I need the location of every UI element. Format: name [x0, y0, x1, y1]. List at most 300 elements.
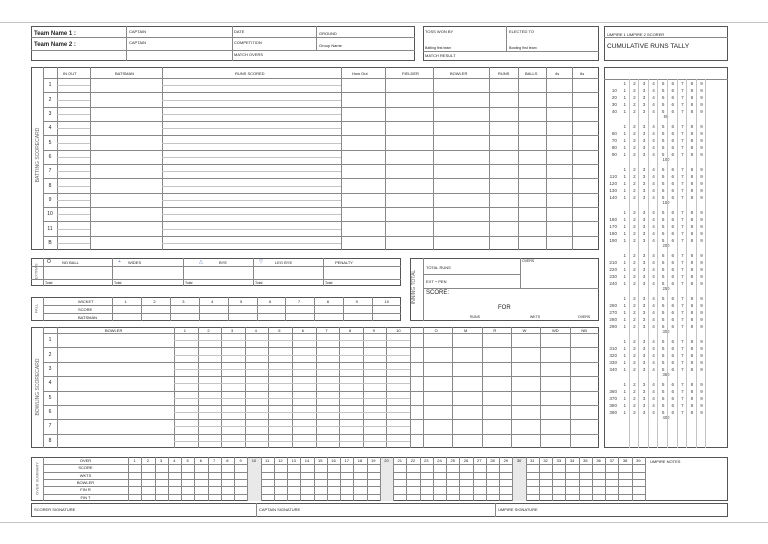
- sum-shade: [381, 458, 393, 501]
- extras-legbye: LEG BYE: [275, 260, 293, 265]
- tally-digit: 3: [642, 138, 646, 143]
- tally-digit: 1: [623, 324, 627, 329]
- tally-digit: 4: [652, 88, 655, 93]
- tally-hundreds: 100: [662, 157, 670, 162]
- runs-split: [162, 114, 341, 115]
- tally-row-label: 280: [609, 317, 617, 322]
- tally-digit: 1: [623, 145, 627, 150]
- tally-col-divider: [657, 79, 658, 448]
- sum-col-divider: [486, 457, 487, 501]
- team1-label: Team Name 1 :: [34, 31, 76, 37]
- tally-digit: 5: [661, 396, 665, 401]
- bat-col-bowler: BOWLER: [450, 71, 468, 76]
- bowl-stat-divider: [452, 327, 453, 448]
- tally-digit: 2: [633, 296, 636, 301]
- sum-over-num: 8: [226, 458, 229, 463]
- sum-over-num: 6: [199, 458, 203, 463]
- fow-num: 6: [268, 299, 272, 304]
- tally-digit: 3: [642, 367, 646, 372]
- umpire-signature: UMPIRE SIGNATURE: [498, 507, 538, 512]
- tally-digit: 2: [633, 88, 636, 93]
- runs-split: [162, 243, 341, 244]
- match-result-label: MATCH RESULT: [425, 53, 456, 58]
- tally-digit: 6: [671, 389, 675, 394]
- bowl-row-split: [174, 369, 410, 370]
- tally-digit: 3: [642, 260, 646, 265]
- tally-row-label: 160: [609, 217, 617, 222]
- tally-digit: 1: [623, 353, 627, 358]
- sum-over-num: 19: [371, 458, 376, 463]
- elected-label: ELECTED TO: [509, 29, 534, 34]
- sum-row-label: SCORE: [78, 465, 93, 471]
- sum-over-num: 33: [556, 458, 562, 463]
- tally-digit: 6: [671, 88, 675, 93]
- bowl-row-number: 3: [48, 365, 52, 372]
- tally-digit: 9: [700, 396, 703, 401]
- sum-col-divider: [353, 457, 354, 501]
- tally-digit: 7: [681, 410, 684, 415]
- tally-digit: 3: [642, 217, 646, 222]
- tally-row-label: 90: [611, 152, 617, 157]
- total-runs-label: TOTAL RUNS: [426, 265, 451, 270]
- sum-row-divider: [43, 479, 645, 480]
- fow-num: 5: [240, 299, 243, 304]
- tally-digit: 7: [681, 360, 684, 365]
- tally-row-label: 120: [609, 181, 617, 186]
- sum-col-divider: [234, 457, 235, 501]
- tally-digit: 5: [661, 124, 665, 129]
- team2-label: Team Name 2 :: [34, 42, 76, 48]
- tally-digit: 6: [671, 181, 675, 186]
- tally-digit: 1: [623, 138, 627, 143]
- sum-col-divider: [340, 457, 341, 501]
- runs-split: [162, 171, 341, 172]
- tally-digit: 8: [690, 188, 694, 193]
- tally-digit: 9: [700, 324, 703, 329]
- tally-digit: 1: [623, 238, 627, 243]
- tally-hundreds: 300: [662, 329, 670, 334]
- bowling-first-label: Bowling first team: [509, 46, 537, 50]
- tally-digit: 7: [681, 174, 684, 179]
- tally-digit: 3: [642, 389, 646, 394]
- bat-row-divider: [43, 92, 599, 93]
- tally-digit: 4: [652, 274, 655, 279]
- fow-num: 10: [384, 299, 389, 304]
- tally-digit: 2: [633, 396, 636, 401]
- bowl-row-split: [174, 412, 410, 413]
- tally-digit: 6: [671, 124, 675, 129]
- sum-col-divider: [327, 457, 328, 501]
- tally-digit: 3: [642, 238, 646, 243]
- tally-digit: 3: [642, 296, 646, 301]
- tally-digit: 4: [652, 231, 655, 236]
- tally-digit: 8: [690, 181, 694, 186]
- tally-digit: 1: [623, 109, 627, 114]
- tally-digit: 6: [671, 382, 675, 387]
- tally-digit: 4: [652, 346, 655, 351]
- tally-digit: 2: [633, 339, 636, 344]
- tally-digit: 1: [623, 346, 627, 351]
- tally-digit: 3: [642, 167, 646, 172]
- sum-over-num: 39: [636, 458, 641, 463]
- bowl-over-divider: [268, 327, 269, 448]
- tally-digit: 9: [700, 109, 703, 114]
- sum-col-divider: [605, 457, 606, 501]
- tally-digit: 1: [623, 124, 627, 129]
- bat-row-number: 3: [48, 110, 52, 117]
- sum-col-divider: [141, 457, 142, 501]
- tally-digit: 8: [690, 281, 694, 286]
- runs-split: [162, 128, 341, 129]
- sum-over-num: 23: [424, 458, 429, 463]
- tally-digit: 2: [633, 131, 636, 136]
- tally-digit: 6: [671, 95, 675, 100]
- bat-row-number: 8: [48, 182, 52, 189]
- tally-digit: 4: [652, 210, 655, 215]
- sum-over-num: 31: [530, 458, 535, 463]
- runs-split: [162, 85, 341, 86]
- tally-digit: 5: [661, 167, 665, 172]
- runs-split: [162, 143, 341, 144]
- tally-digit: 8: [690, 367, 694, 372]
- sum-row-label: OVER: [79, 458, 92, 463]
- tally-row-label: 30: [611, 102, 617, 107]
- tally-digit: 3: [642, 281, 646, 286]
- bowl-over-divider: [221, 327, 222, 448]
- sum-row-label: WKTS: [79, 472, 92, 478]
- tally-digit: 3: [642, 81, 646, 86]
- tally-digit: 1: [623, 389, 627, 394]
- header-box: [31, 26, 415, 61]
- bat-row-number: B: [48, 239, 52, 246]
- tally-digit: 7: [681, 367, 684, 372]
- tally-hundreds: 400: [662, 415, 670, 420]
- sum-row-label: FIN R: [80, 487, 91, 493]
- tally-digit: 5: [661, 281, 665, 286]
- tally-digit: 6: [671, 195, 675, 200]
- tally-digit: 8: [690, 224, 694, 229]
- tally-digit: 8: [690, 339, 694, 344]
- tally-digit: 5: [661, 81, 665, 86]
- bowl-over-num: 6: [301, 328, 305, 333]
- tally-digit: 1: [623, 267, 627, 272]
- tally-digit: 7: [681, 167, 684, 172]
- sum-over-num: 15: [317, 458, 323, 463]
- tally-col-divider: [629, 79, 630, 448]
- tally-digit: 6: [671, 410, 675, 415]
- tally-digit: 6: [671, 281, 675, 286]
- tally-digit: 8: [690, 253, 694, 258]
- tally-hundreds: 150: [662, 200, 670, 205]
- bat-row-divider: [43, 207, 599, 208]
- sum-col-divider: [314, 457, 315, 501]
- sum-over-num: 16: [331, 458, 336, 463]
- tally-row-label: 340: [609, 367, 617, 372]
- summary-label: OVER SUMMARY: [34, 462, 40, 495]
- tally-digit: 2: [633, 231, 636, 236]
- tally-row-label: 310: [609, 346, 617, 351]
- sum-over-num: 35: [583, 458, 588, 463]
- fow-num: 3: [182, 299, 185, 304]
- tally-digit: 4: [652, 238, 655, 243]
- bowl-stat-divider: [540, 327, 541, 448]
- tally-digit: 4: [652, 296, 655, 301]
- bowl-row-split: [174, 355, 410, 356]
- tally-digit: 4: [652, 396, 655, 401]
- runs-split: [162, 157, 341, 158]
- tally-digit: 5: [661, 260, 665, 265]
- tally-digit: 9: [700, 267, 703, 272]
- sum-over-num: 20: [384, 458, 389, 463]
- tally-digit: 9: [700, 167, 703, 172]
- wide-icon: +: [118, 259, 121, 265]
- bowl-row-number: 6: [48, 409, 52, 416]
- bat-row-number: 2: [48, 96, 52, 103]
- tally-digit: 2: [633, 317, 636, 322]
- bowl-row-divider: [43, 405, 599, 406]
- noball-total: Total: [45, 281, 53, 285]
- tally-digit: 4: [652, 403, 655, 408]
- tally-digit: 8: [690, 310, 694, 315]
- inout-split: [57, 128, 90, 129]
- tally-digit: 4: [652, 224, 655, 229]
- fow-col-divider: [141, 297, 142, 321]
- runs-split: [162, 214, 341, 215]
- legbye-total: Total: [255, 281, 263, 285]
- bowl-over-divider: [339, 327, 340, 448]
- tally-digit: 2: [633, 217, 636, 222]
- sum-over-num: 30: [516, 458, 522, 463]
- tally-digit: 4: [652, 217, 655, 222]
- tally-digit: 9: [700, 188, 703, 193]
- tally-digit: 6: [671, 360, 675, 365]
- tally-digit: 4: [652, 152, 655, 157]
- tally-digit: 9: [700, 367, 703, 372]
- tally-digit: 7: [681, 317, 684, 322]
- tally-digit: 3: [642, 317, 646, 322]
- tally-digit: 8: [690, 403, 694, 408]
- sum-col-divider: [473, 457, 474, 501]
- sum-over-num: 37: [609, 458, 615, 463]
- sum-col-divider: [155, 457, 156, 501]
- tally-row-label: 220: [609, 267, 617, 272]
- tally-digit: 5: [661, 138, 665, 143]
- bat-row-divider: [43, 193, 599, 194]
- fow-col-divider: [314, 297, 315, 321]
- inout-split: [57, 100, 90, 101]
- tally-digit: 9: [700, 403, 703, 408]
- tally-digit: 6: [671, 102, 675, 107]
- tally-digit: 2: [633, 138, 636, 143]
- tally-digit: 3: [642, 339, 646, 344]
- sum-over-num: 14: [304, 458, 310, 463]
- scorer-signature: SCORER SIGNATURE: [34, 507, 76, 512]
- signature-row: [31, 503, 728, 517]
- tally-digit: 9: [700, 360, 703, 365]
- captain1-label: CAPTAIN: [129, 29, 147, 34]
- tally-digit: 9: [700, 181, 703, 186]
- fow-num: 4: [211, 299, 214, 304]
- tally-digit: 1: [623, 360, 627, 365]
- tally-digit: 3: [642, 195, 646, 200]
- bowling-label: BOWLING SCORECARD: [35, 358, 41, 416]
- tally-hundreds: 350: [662, 372, 670, 377]
- tally-digit: 9: [700, 339, 703, 344]
- bowl-stat-divider: [570, 327, 571, 448]
- tally-digit: 2: [633, 188, 636, 193]
- sum-over-num: 27: [477, 458, 482, 463]
- tally-digit: 3: [642, 310, 646, 315]
- bowl-row-number: 7: [48, 423, 52, 430]
- tally-digit: 4: [652, 360, 655, 365]
- sum-over-num: 28: [490, 458, 495, 463]
- tally-digit: 9: [700, 310, 703, 315]
- tally-col-divider: [705, 79, 706, 448]
- tally-digit: 5: [661, 102, 665, 107]
- tally-digit: 6: [671, 224, 675, 229]
- tally-digit: 2: [633, 102, 636, 107]
- tally-digit: 9: [700, 346, 703, 351]
- tally-row-label: 70: [611, 138, 617, 143]
- tally-digit: 1: [623, 317, 627, 322]
- match-overs-label: MATCH OVERS: [234, 52, 264, 57]
- bowl-stat-label: W: [522, 328, 527, 333]
- tally-digit: 6: [671, 346, 675, 351]
- tally-digit: 9: [700, 353, 703, 358]
- tally-digit: 4: [652, 389, 655, 394]
- tally-digit: 1: [623, 181, 627, 186]
- tally-digit: 6: [671, 238, 675, 243]
- fow-score: SCORE: [78, 307, 93, 312]
- tally-digit: 9: [700, 274, 703, 279]
- bowl-over-num: 7: [325, 328, 328, 333]
- tally-digit: 1: [623, 253, 627, 258]
- tally-digit: 2: [633, 224, 636, 229]
- tally-digit: 2: [633, 260, 636, 265]
- fow-batsman: BATSMAN: [78, 315, 98, 320]
- tally-digit: 3: [642, 267, 646, 272]
- tally-digit: 7: [681, 281, 684, 286]
- toss-won-label: TOSS WON BY: [425, 29, 454, 34]
- tally-digit: 3: [642, 95, 646, 100]
- tally-digit: 9: [700, 317, 703, 322]
- bowl-stat-divider: [511, 327, 512, 448]
- tally-digit: 7: [681, 95, 684, 100]
- tally-digit: 4: [652, 102, 655, 107]
- bat-row-number: 5: [48, 139, 52, 146]
- sum-over-num: 11: [265, 458, 270, 463]
- captain2-label: CAPTAIN: [129, 40, 147, 45]
- tally-digit: 7: [681, 224, 684, 229]
- tally-digit: 3: [642, 109, 646, 114]
- inout-split: [57, 243, 90, 244]
- tally-digit: 6: [671, 260, 675, 265]
- tally-digit: 4: [652, 367, 655, 372]
- tally-digit: 8: [690, 360, 694, 365]
- tally-digit: 7: [681, 131, 684, 136]
- bowl-row-number: 1: [48, 337, 52, 344]
- tally-digit: 2: [633, 109, 636, 114]
- tally-digit: 1: [623, 195, 627, 200]
- tally-digit: 7: [681, 102, 684, 107]
- tally-digit: 9: [700, 296, 703, 301]
- tally-digit: 5: [661, 403, 665, 408]
- tally-digit: 5: [661, 145, 665, 150]
- tally-digit: 6: [671, 131, 675, 136]
- sum-over-num: 9: [239, 458, 242, 463]
- overs-label: OVERS: [522, 259, 535, 263]
- tally-digit: 9: [700, 195, 703, 200]
- bowl-row-divider: [43, 376, 599, 377]
- tally-digit: 3: [642, 253, 646, 258]
- bat-row-number: 6: [48, 153, 52, 160]
- sum-col-divider: [499, 457, 500, 501]
- tally-hundreds: 250: [662, 286, 670, 291]
- tally-digit: 1: [623, 174, 627, 179]
- tally-row-label: 60: [611, 131, 617, 136]
- tally-row-label: 210: [609, 260, 617, 265]
- tally-digit: 2: [633, 360, 636, 365]
- extras-penalty: PENALTY: [335, 260, 353, 265]
- tally-digit: 2: [633, 346, 636, 351]
- tally-digit: 6: [671, 339, 675, 344]
- tally-digit: 5: [661, 267, 665, 272]
- sum-col-divider: [632, 457, 633, 501]
- tally-digit: 5: [661, 346, 665, 351]
- tally-digit: 5: [661, 88, 665, 93]
- bowl-row-split: [174, 441, 410, 442]
- legbye-icon: ▽: [259, 259, 263, 265]
- fow-col-divider: [343, 297, 344, 321]
- sum-over-num: 12: [278, 458, 283, 463]
- tally-digit: 8: [690, 238, 694, 243]
- tally-digit: 5: [661, 339, 665, 344]
- bowl-over-num: 5: [278, 328, 281, 333]
- sum-over-num: 5: [186, 458, 189, 463]
- tally-digit: 6: [671, 188, 675, 193]
- bowl-over-divider: [386, 327, 387, 448]
- tally-digit: 8: [690, 138, 694, 143]
- tally-digit: 8: [690, 231, 694, 236]
- sum-col-divider: [552, 457, 553, 501]
- tally-digit: 5: [661, 303, 665, 308]
- tally-digit: 5: [661, 238, 665, 243]
- tally-digit: 9: [700, 81, 703, 86]
- tally-digit: 4: [652, 339, 655, 344]
- sum-over-num: 29: [503, 458, 509, 463]
- fow-num: 8: [326, 299, 329, 304]
- bowl-row-split: [174, 426, 410, 427]
- tally-digit: 2: [633, 281, 636, 286]
- tally-digit: 8: [690, 102, 694, 107]
- fow-num: 1: [124, 299, 127, 304]
- tally-digit: 7: [681, 267, 684, 272]
- bowl-row-divider: [43, 391, 599, 392]
- tally-digit: 9: [700, 260, 703, 265]
- bat-row-number: 9: [48, 196, 52, 203]
- tally-digit: 8: [690, 152, 694, 157]
- tally-digit: 9: [700, 131, 703, 136]
- tally-digit: 1: [623, 95, 627, 100]
- inout-split: [57, 85, 90, 86]
- tally-digit: 5: [661, 274, 665, 279]
- tally-digit: 7: [681, 145, 684, 150]
- tally-digit: 7: [681, 195, 684, 200]
- bat-row-number: 4: [48, 125, 52, 132]
- sum-col-divider: [208, 457, 209, 501]
- batting-first-label: Batting first team: [425, 46, 452, 50]
- tally-digit: 1: [623, 303, 627, 308]
